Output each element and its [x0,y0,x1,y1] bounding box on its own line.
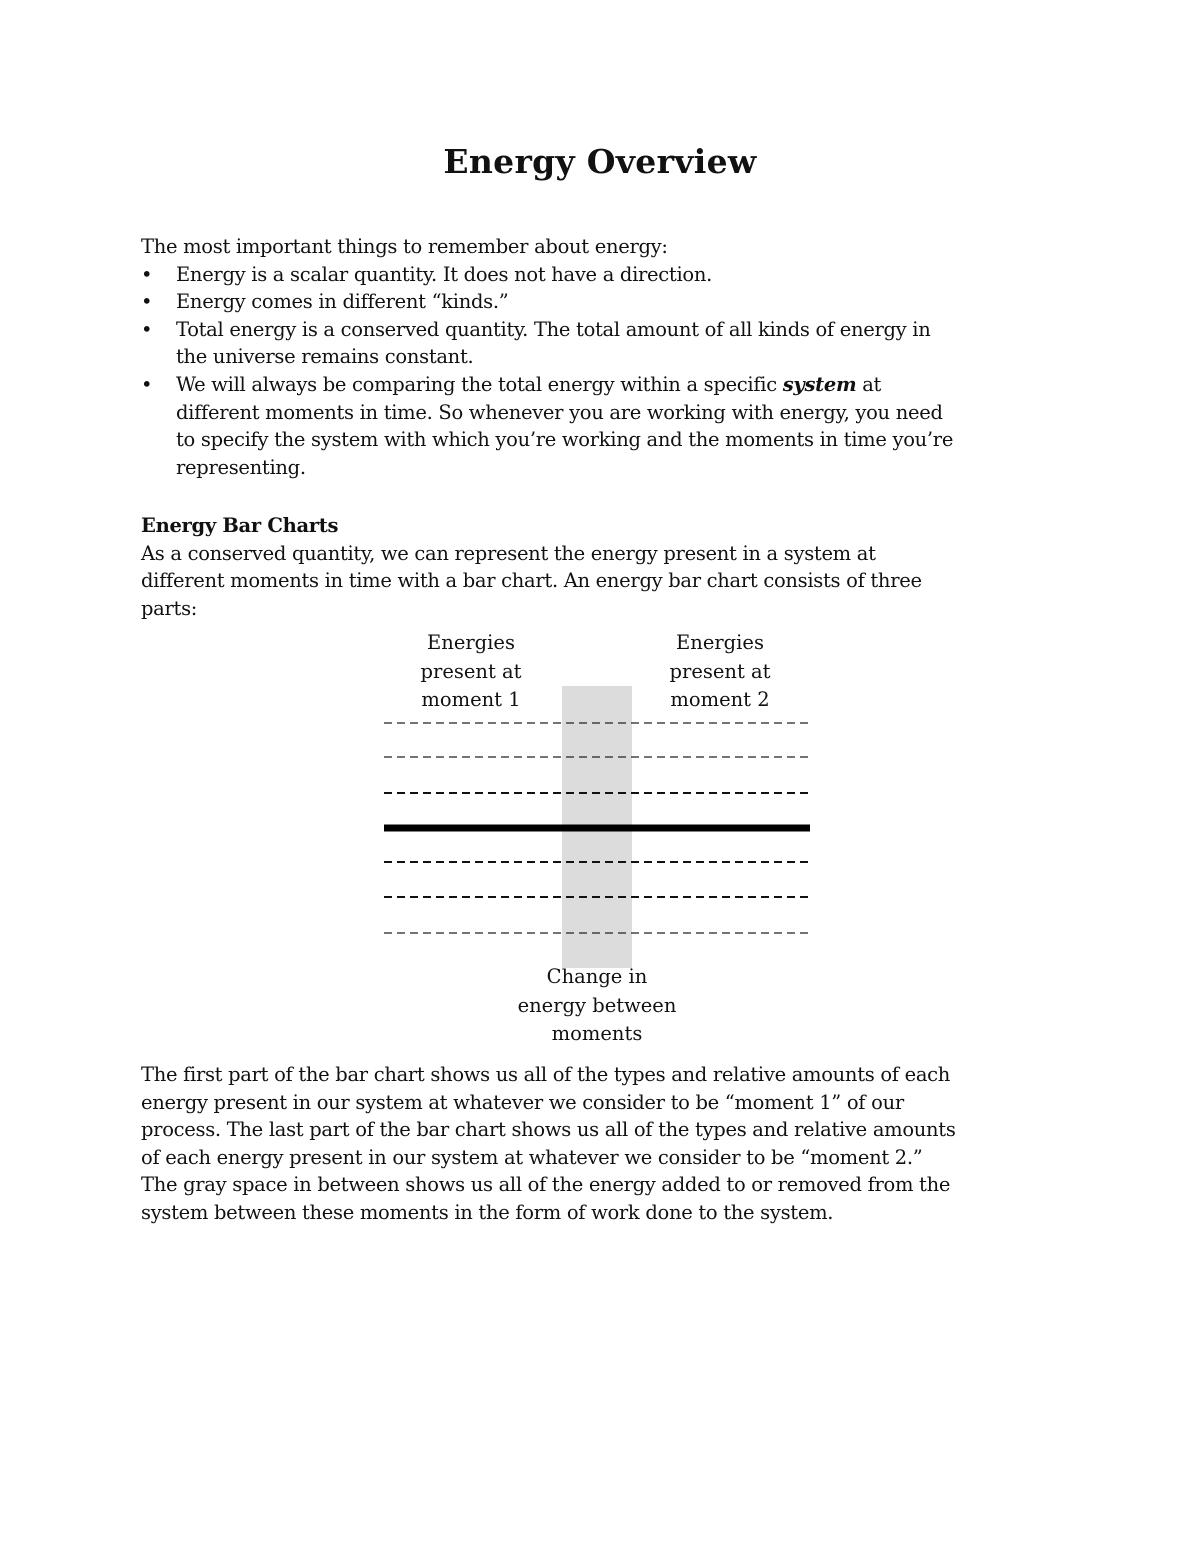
closing-paragraph [141,1061,956,1227]
bullet-text: the universe remains constant. [176,345,474,369]
label-line: Energies [676,631,764,654]
emphasis-system: system [782,372,857,396]
label-line: Energies [427,631,515,654]
label-line: Change in [546,965,648,988]
label-line: moments [551,1022,643,1045]
bullet-text: Energy is a scalar quantity. It does not have a direction. [176,262,712,286]
paragraph-line: process. The last part of the bar chart shows us all of the types and relative amounts [141,1118,956,1142]
bullet-icon: • [141,262,153,286]
middle-label [497,963,697,1049]
right-label [640,629,800,715]
bullet-text: different moments in time. So whenever you are working with energy, you need [176,400,943,424]
paragraph-line: system between these moments in the form of work done to the system. [141,1200,834,1224]
bullet-icon: • [141,372,153,396]
bullet-text: to specify the system with which you’re working and the moments in time you’re [176,428,954,452]
paragraph-line: The gray space in between shows us all of the energy added to or removed from the [141,1173,951,1197]
bullet-text-part: at [856,372,882,396]
label-line: moment 1 [421,688,521,711]
left-label [391,629,551,715]
bullet-text: representing. [176,455,306,479]
intro-text: The most important things to remember about energy: [141,235,668,258]
bullet-icon: • [141,317,153,341]
label-line: energy between [517,993,677,1017]
label-line: present at [669,659,771,683]
bullet-text: Total energy is a conserved quantity. The total amount of all kinds of energy in [176,317,931,341]
paragraph-line: of each energy present in our system at whatever we consider to be “moment 2.” [141,1145,923,1169]
label-line: present at [420,659,522,683]
label-line: moment 2 [670,688,770,711]
bullet-text-part: We will always be comparing the total energy within a specific [176,372,783,396]
section-text: parts: [141,596,198,620]
section-text: As a conserved quantity, we can represent the energy present in a system at [141,541,876,565]
bullet-text: Energy comes in different “kinds.” [176,290,509,314]
section-heading: Energy Bar Charts [141,514,339,537]
bullet-icon: • [141,290,153,314]
page-title: Energy Overview [443,142,757,181]
paragraph-line: energy present in our system at whatever we consider to be “moment 1” of our [141,1090,904,1114]
paragraph-line: The first part of the bar chart shows us all of the types and relative amounts of each [141,1063,951,1086]
section-text: different moments in time with a bar chart. An energy bar chart consists of three [141,569,922,593]
